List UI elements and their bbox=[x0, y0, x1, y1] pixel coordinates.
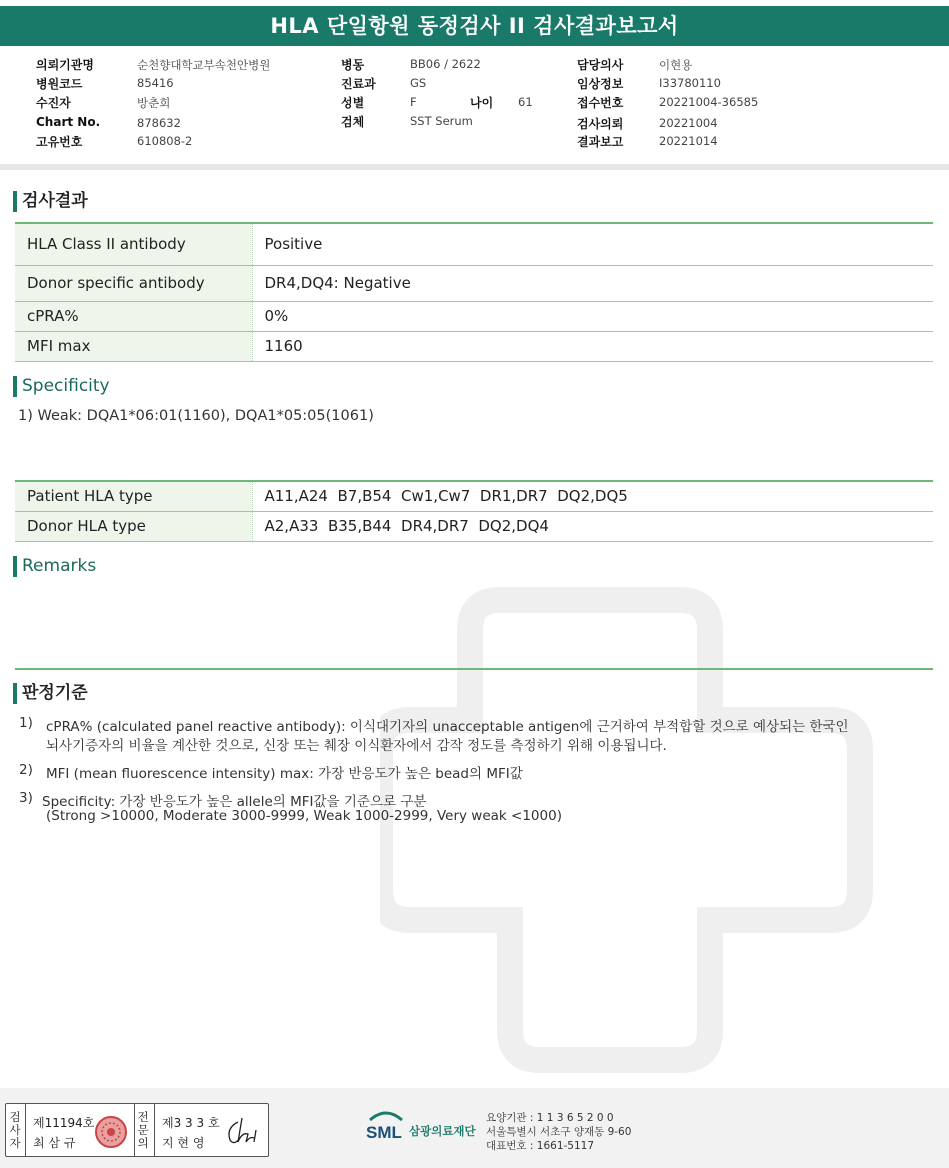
tester-vertical-2: 사 bbox=[9, 1123, 21, 1137]
tester-name: 최 삼 규 bbox=[33, 1136, 76, 1150]
age-value: 61 bbox=[518, 95, 533, 109]
age-label: 나이 bbox=[470, 96, 494, 110]
hospital-code-label: 병원코드 bbox=[36, 77, 83, 91]
report-title: HLA 단일항원 동정검사 II 검사결과보고서 bbox=[0, 6, 949, 46]
ward-label: 병동 bbox=[341, 58, 365, 72]
clinical-value: I33780110 bbox=[659, 76, 721, 90]
tester-vertical-1: 검 bbox=[9, 1110, 21, 1124]
org-name: 삼광의료재단 bbox=[409, 1124, 476, 1138]
criteria-2-number: 2) bbox=[19, 762, 33, 778]
reviewer-license-no: 제3 3 3 호 bbox=[162, 1116, 220, 1130]
result-value: DR4,DQ4: Negative bbox=[252, 265, 933, 301]
org-logo bbox=[364, 1108, 476, 1148]
criteria-1-line2: 뇌사기증자의 비율을 계산한 것으로, 신장 또는 췌장 이식환자에서 감작 정도를 측정하기 위해 이용됩니다. bbox=[46, 738, 667, 754]
org-code: 요양기관 : 1 1 3 6 5 2 0 0 bbox=[486, 1112, 614, 1124]
criteria-1-line1: cPRA% (calculated panel reactive antibody): 이식대기자의 unacceptable antigen에 근거하여 부적합할 것으로 예상되는 한국인 bbox=[46, 719, 849, 735]
criteria-2-line1: MFI (mean fluorescence intensity) max: 가장 반응도가 높은 bead의 MFI값 bbox=[46, 766, 523, 782]
org-phone: 대표번호 : 1661-5117 bbox=[486, 1140, 595, 1152]
patient-value: 방춘희 bbox=[137, 96, 171, 110]
org-address: 서울특별시 서초구 양재동 9-60 bbox=[486, 1126, 632, 1138]
result-key: Donor specific antibody bbox=[15, 265, 252, 301]
result-key: cPRA% bbox=[15, 301, 252, 331]
institution-value: 순천향대학교부속천안병원 bbox=[137, 58, 271, 72]
request-date-label: 검사의뢰 bbox=[577, 117, 624, 131]
seal-stamp-icon bbox=[94, 1115, 128, 1149]
hla-key: Donor HLA type bbox=[15, 511, 252, 541]
table-row bbox=[15, 265, 933, 301]
remarks-divider bbox=[15, 668, 933, 670]
table-row bbox=[15, 511, 933, 541]
reviewer-vertical-1: 전 bbox=[137, 1110, 149, 1124]
sml-logo-icon bbox=[364, 1108, 408, 1144]
hla-type-table bbox=[15, 480, 933, 542]
sex-value: F bbox=[410, 95, 417, 109]
hla-key: Patient HLA type bbox=[15, 481, 252, 511]
patient-label: 수진자 bbox=[36, 96, 71, 110]
reviewer-vertical-3: 의 bbox=[137, 1136, 149, 1150]
institution-label: 의뢰기관명 bbox=[36, 58, 94, 72]
result-key: HLA Class II antibody bbox=[15, 223, 252, 265]
org-logo-text: SML bbox=[366, 1123, 402, 1142]
specimen-label: 검체 bbox=[341, 115, 365, 129]
specificity-text: 1) Weak: DQA1*06:01(1160), DQA1*05:05(1061) bbox=[18, 408, 374, 424]
specificity-heading: Specificity bbox=[13, 375, 110, 397]
criteria-1-number: 1) bbox=[19, 715, 33, 731]
receipt-value: 20221004-36585 bbox=[659, 95, 759, 109]
hospital-code-value: 85416 bbox=[137, 76, 174, 90]
remarks-heading: Remarks bbox=[13, 555, 96, 577]
criteria-3-number: 3) bbox=[19, 790, 33, 806]
tester-license-no: 제11194호 bbox=[33, 1116, 95, 1130]
reviewer-name: 지 현 영 bbox=[162, 1136, 205, 1150]
request-date-value: 20221004 bbox=[659, 116, 718, 130]
chart-value: 878632 bbox=[137, 116, 181, 130]
receipt-label: 접수번호 bbox=[577, 96, 624, 110]
result-value: 0% bbox=[252, 301, 933, 331]
sex-label: 성별 bbox=[341, 96, 365, 110]
criteria-3-line1: Specificity: 가장 반응도가 높은 allele의 MFI값을 기준으로 구분 bbox=[42, 794, 427, 810]
results-table bbox=[15, 222, 933, 362]
table-row bbox=[15, 301, 933, 331]
report-date-value: 20221014 bbox=[659, 134, 718, 148]
signature-box bbox=[5, 1103, 269, 1157]
report-date-label: 결과보고 bbox=[577, 135, 624, 149]
table-row bbox=[15, 481, 933, 511]
unique-value: 610808-2 bbox=[137, 134, 193, 148]
header-divider bbox=[0, 164, 949, 170]
ward-value: BB06 / 2622 bbox=[410, 57, 481, 71]
result-value: Positive bbox=[252, 223, 933, 265]
chart-label: Chart No. bbox=[36, 115, 101, 129]
table-row bbox=[15, 331, 933, 361]
clinical-label: 임상정보 bbox=[577, 77, 624, 91]
results-heading: 검사결과 bbox=[13, 190, 88, 212]
reviewer-vertical-2: 문 bbox=[137, 1123, 149, 1137]
patient-info bbox=[0, 54, 949, 162]
table-row bbox=[15, 223, 933, 265]
criteria-heading: 판정기준 bbox=[13, 682, 88, 704]
result-key: MFI max bbox=[15, 331, 252, 361]
result-value: 1160 bbox=[252, 331, 933, 361]
hla-value: A11,A24 B7,B54 Cw1,Cw7 DR1,DR7 DQ2,DQ5 bbox=[252, 481, 933, 511]
doctor-value: 이현용 bbox=[659, 58, 693, 72]
unique-label: 고유번호 bbox=[36, 135, 83, 149]
doctor-label: 담당의사 bbox=[577, 58, 624, 72]
dept-label: 진료과 bbox=[341, 77, 376, 91]
org-contact bbox=[486, 1111, 631, 1153]
tester-vertical-3: 자 bbox=[9, 1136, 21, 1150]
specimen-value: SST Serum bbox=[410, 114, 473, 128]
criteria-3-line2: (Strong >10000, Moderate 3000-9999, Weak 1000-2999, Very weak <1000) bbox=[46, 808, 562, 824]
dept-value: GS bbox=[410, 76, 427, 90]
signature-icon bbox=[224, 1114, 264, 1148]
hla-value: A2,A33 B35,B44 DR4,DR7 DQ2,DQ4 bbox=[252, 511, 933, 541]
